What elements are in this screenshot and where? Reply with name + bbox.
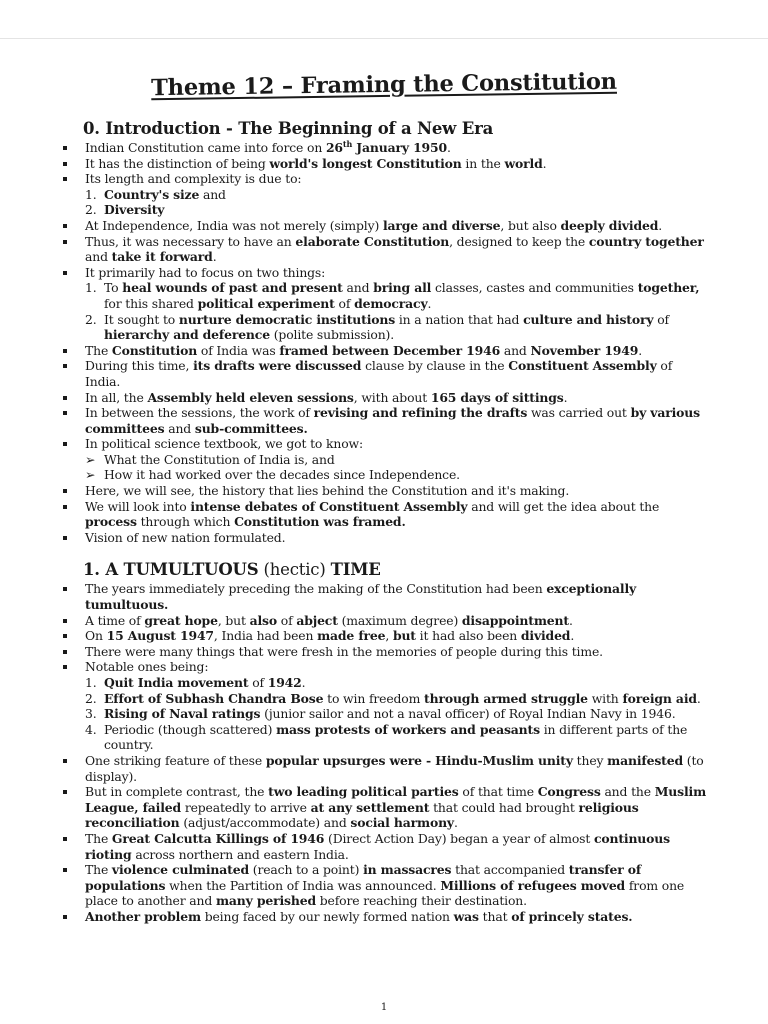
item-number: 1. [85, 675, 97, 690]
bold-text: abject [296, 612, 338, 628]
text-run: How it had worked over the decades since Independence. [104, 467, 460, 483]
item-number: 4. [85, 721, 97, 737]
bold-text: continuous rioting [85, 830, 670, 862]
text-run: , but [217, 612, 250, 628]
bullet-item [60, 218, 710, 234]
bullet-item [60, 140, 710, 156]
bold-text: January 1950 [352, 140, 447, 155]
bullet-item [60, 405, 710, 436]
text-run: when the Partition of India was announced. [165, 877, 441, 893]
bold-text: revising and refining the drafts [313, 405, 528, 421]
text-run: (reach to a point) [248, 862, 364, 878]
bold-text: 165 days of sittings [430, 389, 564, 405]
page-number: 1 [380, 1002, 388, 1013]
text-run: of India was [197, 342, 280, 358]
text-run: One striking feature of these [85, 752, 266, 768]
text-run: What the Constitution of India is, and [104, 451, 335, 467]
bold-text: political experiment [197, 295, 335, 311]
text-run: through which [136, 514, 235, 530]
text-run: It has the distinction of being [85, 155, 270, 171]
bold-text: Constitution was framed. [234, 514, 406, 530]
bold-text: framed between December 1946 [279, 342, 501, 358]
bullet-item [60, 234, 710, 265]
numbered-item [60, 675, 710, 691]
bullet-item [60, 483, 710, 499]
bold-text: world's longest Constitution [269, 155, 462, 171]
text-run: There were many things that were fresh in the memories of people during this time. [85, 643, 603, 659]
bold-text: 1942 [267, 675, 302, 690]
arrow-marker: ➢ [85, 451, 96, 467]
bold-text: Another problem [85, 908, 201, 924]
text-run: , with about [353, 389, 431, 405]
bold-text: great hope [144, 612, 218, 628]
text-run: that [478, 908, 512, 924]
text-run: and the [600, 784, 655, 800]
text-run: from one place to another and [85, 877, 685, 909]
bold-text: deeply divided [560, 217, 659, 233]
text-run: Notable ones being: [85, 659, 209, 675]
bold-text: Constituent Assembly [508, 358, 657, 374]
text-run: and will get the idea about the [467, 498, 660, 514]
bold-text: 26 [325, 140, 343, 155]
section-heading-tumultuous-time [83, 559, 710, 581]
bold-text: Great Calcutta Killings of 1946 [111, 830, 325, 846]
bullet-item [60, 784, 710, 831]
text-run: of [334, 295, 355, 311]
bold-text: world [504, 155, 543, 171]
text-run: of that time [458, 784, 538, 800]
text-run: (polite submission). [269, 327, 395, 343]
bold-text: exceptionally tumultuous. [85, 581, 637, 613]
bold-text: Congress [537, 784, 601, 800]
section-heading-introduction: 0. Introduction - The Beginning of a New Era [83, 119, 494, 138]
text-run: . [568, 612, 573, 628]
arrow-item [60, 467, 710, 483]
bold-text: Rising of Naval ratings [104, 706, 261, 722]
text-run: that accompanied [451, 862, 569, 878]
text-run: , [385, 628, 393, 644]
text-run: (maximum degree) [337, 612, 462, 628]
text-run: Periodic (though scattered) [104, 721, 277, 737]
bullet-item [60, 390, 710, 406]
text-run: In between the sessions, the work of [85, 405, 314, 421]
bold-text: large and diverse [382, 217, 501, 233]
text-run: During this time, [85, 358, 194, 374]
text-run: . [542, 155, 547, 171]
text-run: was carried out [527, 405, 631, 421]
numbered-item [60, 202, 710, 218]
text-run: , India had been [213, 628, 318, 644]
text-run: th [342, 138, 353, 149]
text-run: of [653, 311, 669, 327]
text-run: clause by clause in the [361, 358, 509, 374]
text-run: . [212, 249, 217, 265]
item-number: 1. [85, 186, 97, 202]
bullet-item [60, 659, 710, 675]
item-number: 2. [85, 202, 97, 218]
bullet-item [60, 499, 710, 530]
bold-text: Assembly held eleven sessions [147, 389, 354, 405]
bold-text: mass protests of workers and peasants [276, 721, 540, 737]
bold-text: transfer of populations [85, 862, 642, 893]
text-run: (to display). [85, 752, 704, 784]
text-run: But in complete contrast, the [85, 784, 269, 800]
numbered-item [60, 722, 710, 753]
bold-text: democracy [354, 295, 428, 311]
bold-text: was [453, 908, 479, 924]
heading-tail: TIME [330, 560, 381, 580]
text-run: . [638, 342, 643, 358]
arrow-item [60, 452, 710, 468]
bold-text: Constitution [111, 342, 198, 358]
item-number: 2. [85, 311, 97, 327]
bold-text: social harmony [350, 815, 454, 831]
bullet-item [60, 581, 710, 612]
bold-text: manifested [607, 752, 683, 768]
bold-text: bring all [373, 280, 432, 296]
numbered-item [60, 706, 710, 722]
bullet-item [60, 644, 710, 660]
bold-text: process [85, 514, 137, 530]
bold-text: Diversity [104, 202, 165, 218]
text-run: repeatedly to arrive [181, 799, 311, 815]
bold-text: 15 August 1947 [106, 628, 214, 644]
text-run: and [85, 249, 112, 265]
bold-text: sub-committees. [194, 420, 308, 436]
text-run: . [570, 628, 575, 644]
bold-text: country together [588, 233, 704, 249]
bold-text: take it forward [111, 249, 213, 265]
numbered-item [60, 312, 710, 343]
bold-text: violence culminated [111, 862, 249, 878]
bullet-item [60, 862, 710, 909]
bullet-item [60, 530, 710, 546]
text-run: and [342, 280, 374, 296]
tumultuous-time-list [60, 581, 710, 924]
bold-text: nurture democratic institutions [178, 311, 396, 327]
bold-text: two leading political parties [268, 784, 459, 800]
text-run: . [453, 815, 458, 831]
bold-text: intense debates of Constituent Assembly [190, 498, 468, 514]
text-run: with [587, 690, 623, 706]
text-run: In political science textbook, we got to know: [85, 436, 363, 452]
text-run: Thus, it was necessary to have an [85, 233, 296, 249]
bold-text: November 1949 [530, 342, 639, 358]
bold-text: Millions of refugees moved [440, 877, 626, 893]
text-run: for this shared [104, 295, 198, 311]
text-run: . [446, 140, 451, 155]
text-run: Vision of new nation formulated. [85, 529, 286, 545]
bold-text: divided [520, 628, 571, 644]
text-run: . [563, 389, 568, 405]
bullet-item [60, 156, 710, 172]
bold-text: culture and history [523, 311, 654, 327]
bold-text: in massacres [363, 862, 452, 878]
text-run: classes, castes and communities [431, 280, 638, 296]
bold-text: foreign aid [622, 690, 697, 706]
item-number: 3. [85, 706, 97, 722]
bold-text: disappointment [461, 612, 569, 628]
bold-text: made free [317, 628, 386, 644]
bold-text: together, [637, 280, 700, 296]
text-run: and [164, 420, 195, 436]
text-run: in a nation that had [395, 311, 524, 327]
text-run: they [572, 752, 608, 768]
text-run: , designed to keep the [449, 233, 589, 249]
page-title: Theme 12 – Framing the Constitution [150, 68, 618, 102]
text-run: in the [461, 155, 505, 171]
text-run: The [85, 342, 112, 358]
bold-text: Country's size [104, 186, 200, 202]
text-run: We will look into [85, 498, 191, 514]
bold-text: through armed struggle [424, 690, 588, 706]
bullet-item [60, 909, 710, 925]
text-run: . [301, 675, 306, 690]
text-run: It primarily had to focus on two things: [85, 264, 326, 280]
numbered-item [60, 187, 710, 203]
text-run: , but also [500, 217, 561, 233]
text-run: across northern and eastern India. [131, 846, 349, 862]
text-run: . [658, 217, 663, 233]
bold-text: elaborate Constitution [295, 233, 450, 249]
text-run: The [85, 830, 112, 846]
text-run: (junior sailor and not a naval officer) of Royal Indian Navy in 1946. [260, 706, 676, 722]
text-run: and [199, 186, 226, 202]
text-run: Its length and complexity is due to: [85, 171, 302, 187]
text-run: to win freedom [323, 690, 425, 706]
bullet-item [60, 265, 710, 281]
text-run: and [500, 342, 531, 358]
bold-text: by various committees [85, 405, 700, 436]
bold-text: Effort of Subhash Chandra Bose [104, 690, 324, 706]
text-run: in different parts of the country. [104, 721, 688, 753]
text-run: being faced by our newly formed nation [200, 908, 454, 924]
text-run: The [85, 862, 112, 878]
text-run: . [427, 295, 432, 311]
bold-text: Quit India movement [104, 675, 249, 690]
text-run: In all, the [85, 389, 148, 405]
bullet-item [60, 343, 710, 359]
text-run: that could had brought [429, 799, 579, 815]
text-run: (adjust/accommodate) and [179, 815, 351, 831]
text-run: . [696, 690, 701, 706]
text-run: To [104, 280, 123, 296]
bold-text: Muslim League, failed [85, 784, 707, 815]
text-run: of India. [85, 358, 673, 389]
text-run: On [85, 628, 107, 644]
numbered-item [60, 691, 710, 707]
text-run: Here, we will see, the history that lies behind the Constitution and it's making. [85, 483, 570, 499]
bold-text: also [249, 612, 278, 628]
text-run: (Direct Action Day) began a year of almost [324, 830, 594, 846]
bold-text: of princely states. [511, 908, 633, 924]
text-run: The years immediately preceding the making of the Constitution had been [85, 581, 547, 597]
heading-main: 1. A TUMULTUOUS [83, 560, 259, 580]
item-number: 1. [85, 280, 97, 296]
bold-text: its drafts were discussed [193, 358, 362, 374]
text-run: A time of [85, 612, 145, 628]
bullet-item [60, 628, 710, 644]
bold-text: heal wounds of past and present [122, 280, 343, 296]
heading-note: (hectic) [258, 560, 331, 580]
bullet-item [60, 831, 710, 862]
text-run: Indian Constitution came into force on [85, 140, 326, 155]
document-body [60, 118, 710, 925]
bold-text: many perished [215, 893, 316, 909]
text-run: At Independence, India was not merely (simply) [85, 217, 383, 233]
bold-text: at any settlement [310, 799, 430, 815]
bold-text: religious reconciliation [85, 799, 639, 831]
bullet-item [60, 358, 710, 389]
text-run: of [277, 612, 297, 628]
bold-text: but [392, 628, 416, 644]
item-number: 2. [85, 690, 97, 706]
bullet-item [60, 436, 710, 452]
text-run: it had also been [415, 628, 521, 644]
text-run: It sought to [104, 311, 179, 327]
text-run: of [248, 675, 268, 690]
scan-edge [0, 38, 768, 39]
introduction-list [60, 140, 710, 545]
text-run: before reaching their destination. [315, 893, 527, 909]
arrow-marker: ➢ [85, 467, 96, 483]
bullet-item [60, 613, 710, 629]
numbered-item [60, 280, 710, 311]
bullet-item [60, 171, 710, 187]
bullet-item [60, 753, 710, 784]
bold-text: hierarchy and deference [104, 327, 270, 343]
bold-text: popular upsurges were - Hindu-Muslim unity [265, 752, 573, 768]
